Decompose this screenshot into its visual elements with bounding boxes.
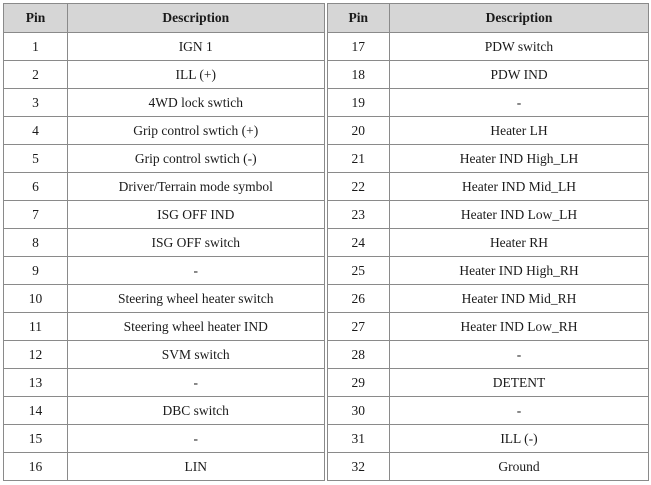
pin-description-right: DETENT <box>390 369 649 397</box>
pin-number-left: 12 <box>4 341 68 369</box>
pin-number-left: 5 <box>4 145 68 173</box>
pin-description-left: ILL (+) <box>68 61 326 89</box>
pin-description-left: ISG OFF IND <box>68 201 326 229</box>
table-row <box>4 397 649 425</box>
pin-number-right: 30 <box>326 397 390 425</box>
pin-description-left: IGN 1 <box>68 33 326 61</box>
pin-description-right: Heater IND Mid_LH <box>390 173 649 201</box>
table-row <box>4 145 649 173</box>
header-pin-right: Pin <box>326 4 390 33</box>
pin-number-left: 10 <box>4 285 68 313</box>
pin-description-left: Grip control swtich (+) <box>68 117 326 145</box>
pin-description-left: Grip control swtich (-) <box>68 145 326 173</box>
pin-number-right: 27 <box>326 313 390 341</box>
table-row <box>4 341 649 369</box>
pin-number-right: 28 <box>326 341 390 369</box>
pin-number-right: 24 <box>326 229 390 257</box>
table-row <box>4 369 649 397</box>
pin-description-left: - <box>68 425 326 453</box>
pin-description-right: Heater IND Low_LH <box>390 201 649 229</box>
table-row <box>4 61 649 89</box>
pin-number-left: 6 <box>4 173 68 201</box>
pin-description-left: Steering wheel heater IND <box>68 313 326 341</box>
table-row <box>4 313 649 341</box>
table-row <box>4 33 649 61</box>
pin-number-right: 21 <box>326 145 390 173</box>
pin-number-left: 2 <box>4 61 68 89</box>
pin-number-left: 3 <box>4 89 68 117</box>
header-description-right: Description <box>390 4 649 33</box>
pin-description-right: Heater RH <box>390 229 649 257</box>
table-row <box>4 201 649 229</box>
pin-number-left: 13 <box>4 369 68 397</box>
pin-number-right: 23 <box>326 201 390 229</box>
pin-number-right: 32 <box>326 453 390 481</box>
table-row <box>4 257 649 285</box>
pin-description-left: 4WD lock swtich <box>68 89 326 117</box>
pin-description-left: DBC switch <box>68 397 326 425</box>
pin-description-left: Steering wheel heater switch <box>68 285 326 313</box>
pin-description-right: Heater IND Low_RH <box>390 313 649 341</box>
pin-number-right: 26 <box>326 285 390 313</box>
pin-number-right: 20 <box>326 117 390 145</box>
pin-number-right: 17 <box>326 33 390 61</box>
pin-number-left: 9 <box>4 257 68 285</box>
header-row <box>4 4 649 33</box>
pin-number-right: 22 <box>326 173 390 201</box>
pin-description-right: - <box>390 341 649 369</box>
pin-number-right: 31 <box>326 425 390 453</box>
pin-description-right: - <box>390 397 649 425</box>
pin-number-right: 19 <box>326 89 390 117</box>
table-row <box>4 117 649 145</box>
pin-number-left: 7 <box>4 201 68 229</box>
pin-number-left: 16 <box>4 453 68 481</box>
table-body <box>4 33 649 481</box>
pin-description-right: Heater IND High_LH <box>390 145 649 173</box>
table-row <box>4 425 649 453</box>
pin-number-left: 11 <box>4 313 68 341</box>
pin-description-table <box>3 3 649 481</box>
pin-description-right: PDW switch <box>390 33 649 61</box>
pin-description-left: - <box>68 369 326 397</box>
pin-description-right: ILL (-) <box>390 425 649 453</box>
pin-description-left: ISG OFF switch <box>68 229 326 257</box>
pin-description-right: Heater IND Mid_RH <box>390 285 649 313</box>
table-header <box>4 4 649 33</box>
pin-number-right: 29 <box>326 369 390 397</box>
pin-description-left: - <box>68 257 326 285</box>
pin-description-right: Heater IND High_RH <box>390 257 649 285</box>
table-row <box>4 173 649 201</box>
pin-number-left: 8 <box>4 229 68 257</box>
header-description-left: Description <box>68 4 326 33</box>
pin-description-right: Heater LH <box>390 117 649 145</box>
header-pin-left: Pin <box>4 4 68 33</box>
pin-description-right: Ground <box>390 453 649 481</box>
pin-description-right: - <box>390 89 649 117</box>
table-row <box>4 453 649 481</box>
pin-number-left: 15 <box>4 425 68 453</box>
pin-description-right: PDW IND <box>390 61 649 89</box>
table-row <box>4 89 649 117</box>
pin-description-left: LIN <box>68 453 326 481</box>
table-row <box>4 229 649 257</box>
pin-number-right: 18 <box>326 61 390 89</box>
pin-number-left: 4 <box>4 117 68 145</box>
table-row <box>4 285 649 313</box>
pin-description-left: Driver/Terrain mode symbol <box>68 173 326 201</box>
pin-number-left: 14 <box>4 397 68 425</box>
pin-number-left: 1 <box>4 33 68 61</box>
pin-description-left: SVM switch <box>68 341 326 369</box>
pin-number-right: 25 <box>326 257 390 285</box>
